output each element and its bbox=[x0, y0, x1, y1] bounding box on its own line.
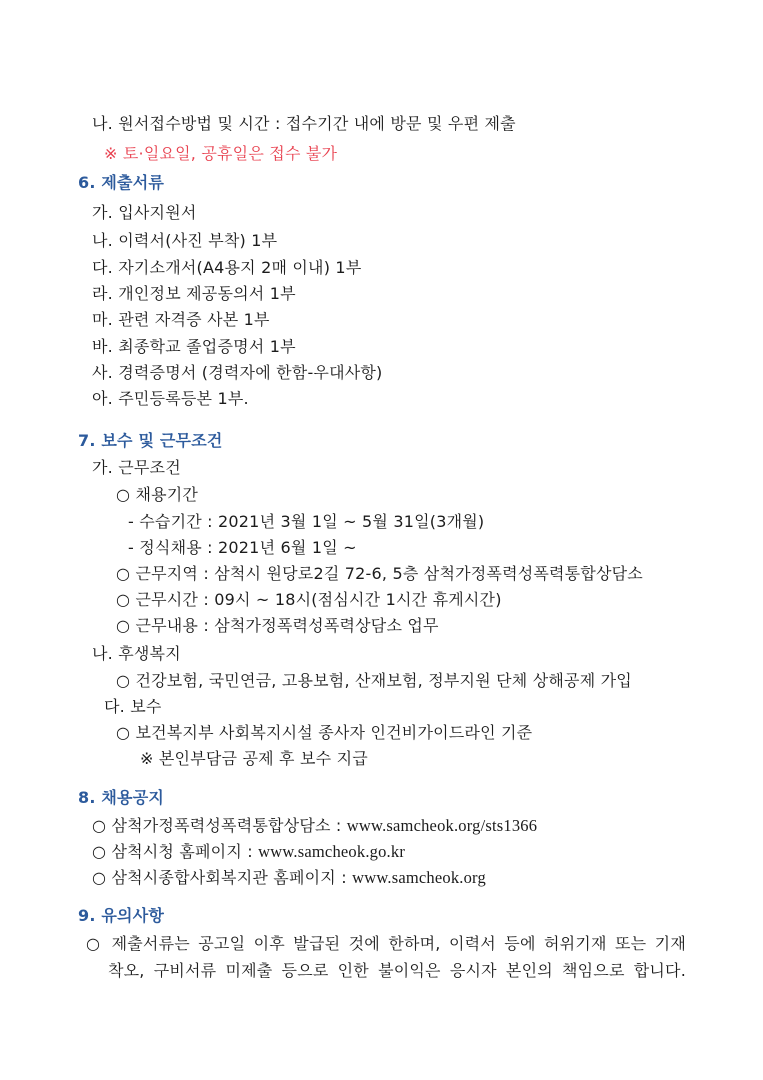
work-location: ○ 근무지역 : 삼척시 원당로2길 72-6, 5층 삼척가정폭력성폭력통합상담소 bbox=[116, 564, 643, 583]
work-hours: ○ 근무시간 : 09시 ~ 18시(점심시간 1시간 휴게시간) bbox=[116, 590, 502, 609]
work-conditions-label: 가. 근무조건 bbox=[92, 458, 181, 477]
salary-label: 다. 보수 bbox=[104, 697, 162, 716]
caution-line: 착오, 구비서류 미제출 등으로 인한 불이익은 응시자 본인의 책임으로 합니다. bbox=[108, 961, 686, 980]
notice-site-url[interactable]: www.samcheok.org/sts1366 bbox=[346, 816, 538, 835]
doc-item: 아. 주민등록등본 1부. bbox=[92, 389, 249, 408]
hiring-period-label: ○ 채용기간 bbox=[116, 485, 199, 504]
welfare-label: 나. 후생복지 bbox=[92, 644, 181, 663]
doc-item: 사. 경력증명서 (경력자에 한함-우대사항) bbox=[92, 363, 383, 382]
doc-item: 나. 이력서(사진 부착) 1부 bbox=[92, 231, 278, 250]
doc-item: 바. 최종학교 졸업증명서 1부 bbox=[92, 337, 296, 356]
apply-notice: ※ 토·일요일, 공휴일은 접수 불가 bbox=[104, 144, 338, 163]
notice-site-label: ○ 삼척가정폭력성폭력통합상담소 : bbox=[92, 816, 347, 835]
doc-item: 다. 자기소개서(A4용지 2매 이내) 1부 bbox=[92, 258, 362, 277]
notice-site-label: ○ 삼척시청 홈페이지 : bbox=[92, 842, 259, 861]
notice-site-item bbox=[92, 816, 537, 836]
notice-site-label: ○ 삼척시종합사회복지관 홈페이지 : bbox=[92, 868, 353, 887]
notice-site-url[interactable]: www.samcheok.go.kr bbox=[258, 842, 406, 861]
regular-hire-date: - 정식채용 : 2021년 6월 1일 ~ bbox=[128, 538, 357, 557]
doc-item: 라. 개인정보 제공동의서 1부 bbox=[92, 284, 296, 303]
notice-site-url[interactable]: www.samcheok.org bbox=[352, 868, 486, 887]
salary-guideline: ○ 보건복지부 사회복지시설 종사자 인건비가이드라인 기준 bbox=[116, 723, 533, 742]
section-8-heading: 8. 채용공지 bbox=[78, 788, 165, 807]
section-7-heading: 7. 보수 및 근무조건 bbox=[78, 431, 223, 450]
apply-method-line: 나. 원서접수방법 및 시간 : 접수기간 내에 방문 및 우편 제출 bbox=[92, 114, 516, 133]
probation-period: - 수습기간 : 2021년 3월 1일 ~ 5월 31일(3개월) bbox=[128, 512, 485, 531]
caution-line: ○ 제출서류는 공고일 이후 발급된 것에 한하며, 이력서 등에 허위기재 또는 기재 bbox=[86, 934, 686, 953]
notice-site-item bbox=[92, 868, 486, 888]
work-duties: ○ 근무내용 : 삼척가정폭력성폭력상담소 업무 bbox=[116, 616, 439, 635]
notice-site-item bbox=[92, 842, 405, 862]
section-6-heading: 6. 제출서류 bbox=[78, 173, 165, 192]
salary-note: ※ 본인부담금 공제 후 보수 지급 bbox=[140, 749, 368, 768]
doc-item: 가. 입사지원서 bbox=[92, 203, 197, 222]
welfare-insurance: ○ 건강보험, 국민연금, 고용보험, 산재보험, 정부지원 단체 상해공제 가입 bbox=[116, 671, 632, 690]
section-9-heading: 9. 유의사항 bbox=[78, 906, 165, 925]
doc-item: 마. 관련 자격증 사본 1부 bbox=[92, 310, 270, 329]
